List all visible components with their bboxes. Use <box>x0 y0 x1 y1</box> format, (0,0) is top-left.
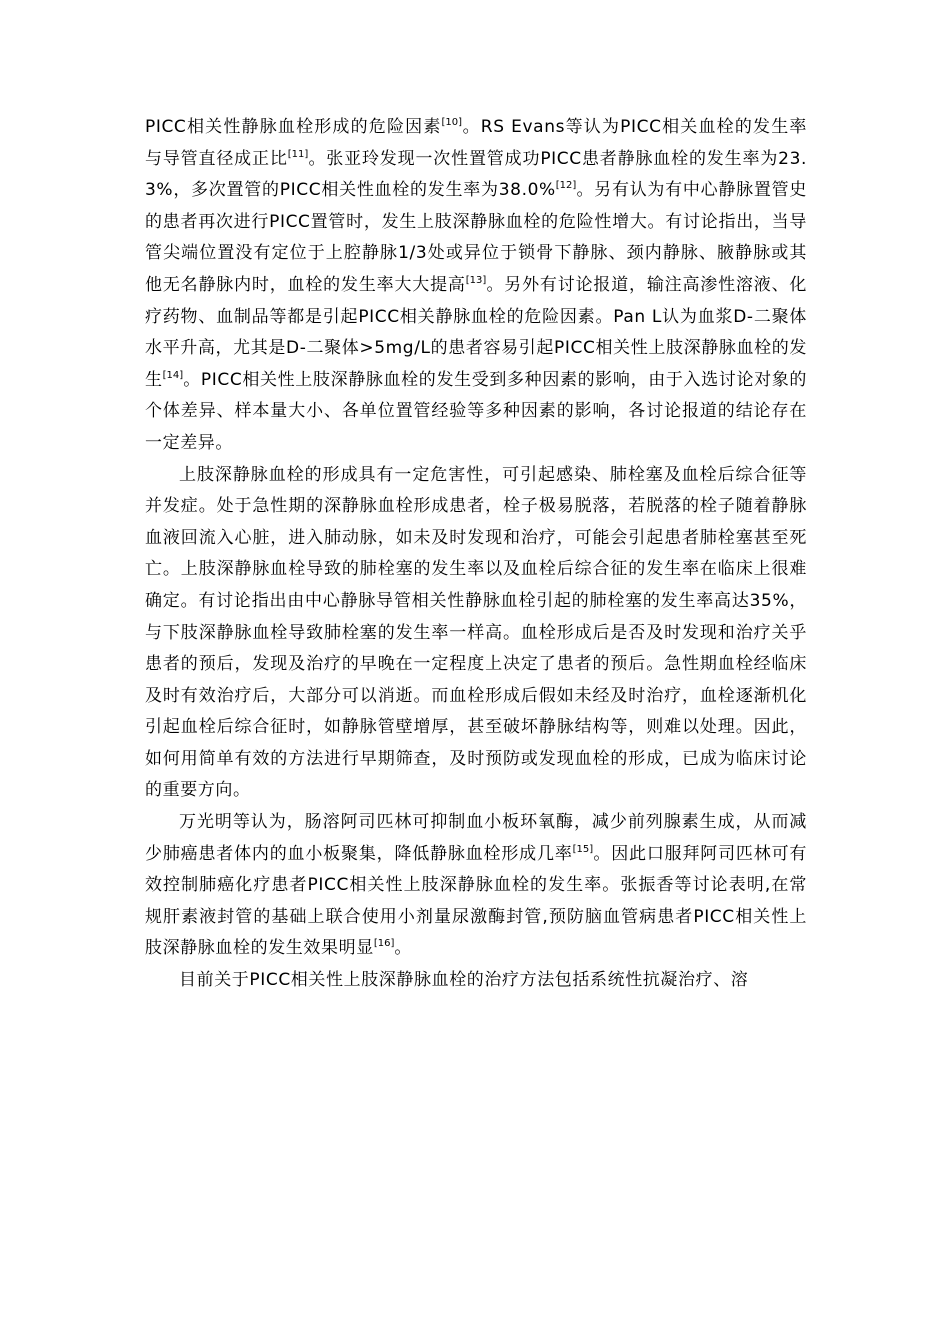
citation-ref: [14] <box>162 369 184 381</box>
paragraph-text: 。因此口服拜阿司匹林可有效控制肺癌化疗患者PICC相关性上肢深静脉血栓的发生率。张振香等讨论表明,在常规肝素液封管的基础上联合使用小剂量尿激酶封管,预防脑血管病患者PICC相关性上肢深静脉血栓的发生效果明显 <box>145 843 807 959</box>
body-text <box>145 112 807 997</box>
citation-ref: [12] <box>555 180 577 192</box>
paragraph <box>145 460 807 808</box>
paragraph-text: 。另外有讨论报道，输注高渗性溶液、化疗药物、血制品等都是引起PICC相关静脉血栓的危险因素。Pan L认为血浆D-二聚体水平升高，尤其是D-二聚体>5mg/L的患者容易引起PICC相关性上肢深静脉血栓的发生 <box>145 274 807 390</box>
paragraph <box>145 112 807 460</box>
paragraph-text: 。张亚玲发现一次性置管成功PICC患者静脉血栓的发生率为23.3%，多次置管的PICC相关性血栓的发生率为38.0% <box>145 148 807 201</box>
citation-ref: [11] <box>287 148 309 160</box>
paragraph-text: 。RS Evans等认为PICC相关血栓的发生率与导管直径成正比 <box>145 117 807 169</box>
paragraph-text: 万光明等认为，肠溶阿司匹林可抑制血小板环氧酶，减少前列腺素生成，从而减少肺癌患者体内的血小板聚集，降低静脉血栓形成几率 <box>145 812 807 864</box>
paragraph <box>145 965 807 997</box>
paragraph <box>145 807 807 965</box>
paragraph-text: 。PICC相关性上肢深静脉血栓的发生受到多种因素的影响，由于入选讨论对象的个体差异、样本量大小、各单位置管经验等多种因素的影响，各讨论报道的结论存在一定差异。 <box>145 369 807 453</box>
paragraph-text: 。 <box>394 938 412 959</box>
paragraph-text: 上肢深静脉血栓的形成具有一定危害性，可引起感染、肺栓塞及血栓后综合征等并发症。处于急性期的深静脉血栓形成患者，栓子极易脱落，若脱落的栓子随着静脉血液回流入心脏，进入肺动脉，如未及时发现和治疗，可能会引起患者肺栓塞甚至死亡。上肢深静脉血栓导致的肺栓塞的发生率以及血栓后综合征的发生率在临床上很难确定。有讨论指出由中心静脉导管相关性静脉血栓引起的肺栓塞的发生率高达35%，与下肢深静脉血栓导致肺栓塞的发生率一样高。血栓形成后是否及时发现和治疗关乎患者的预后，发现及治疗的早晚在一定程度上决定了患者的预后。急性期血栓经临床及时有效治疗后，大部分可以消逝。而血栓形成后假如未经及时治疗，血栓逐渐机化引起血栓后综合征时，如静脉管壁增厚，甚至破坏静脉结构等，则难以处理。因此，如何用简单有效的方法进行早期筛查，及时预防或发现血栓的形成，已成为临床讨论的重要方向。 <box>145 464 807 801</box>
paragraph-text: 目前关于PICC相关性上肢深静脉血栓的治疗方法包括系统性抗凝治疗、溶 <box>179 970 749 991</box>
paragraph-text: 。另有认为有中心静脉置管史的患者再次进行PICC置管时，发生上肢深静脉血栓的危险性增大。有讨论指出，当导管尖端位置没有定位于上腔静脉1/3处或异位于锁骨下静脉、颈内静脉、腋静脉或其他无名静脉内时，血栓的发生率大大提高 <box>145 180 807 295</box>
citation-ref: [15] <box>572 843 594 855</box>
citation-ref: [10] <box>441 117 463 128</box>
citation-ref: [13] <box>465 274 487 286</box>
paragraph-text: PICC相关性静脉血栓形成的危险因素 <box>145 117 442 137</box>
citation-ref: [16] <box>373 938 395 950</box>
